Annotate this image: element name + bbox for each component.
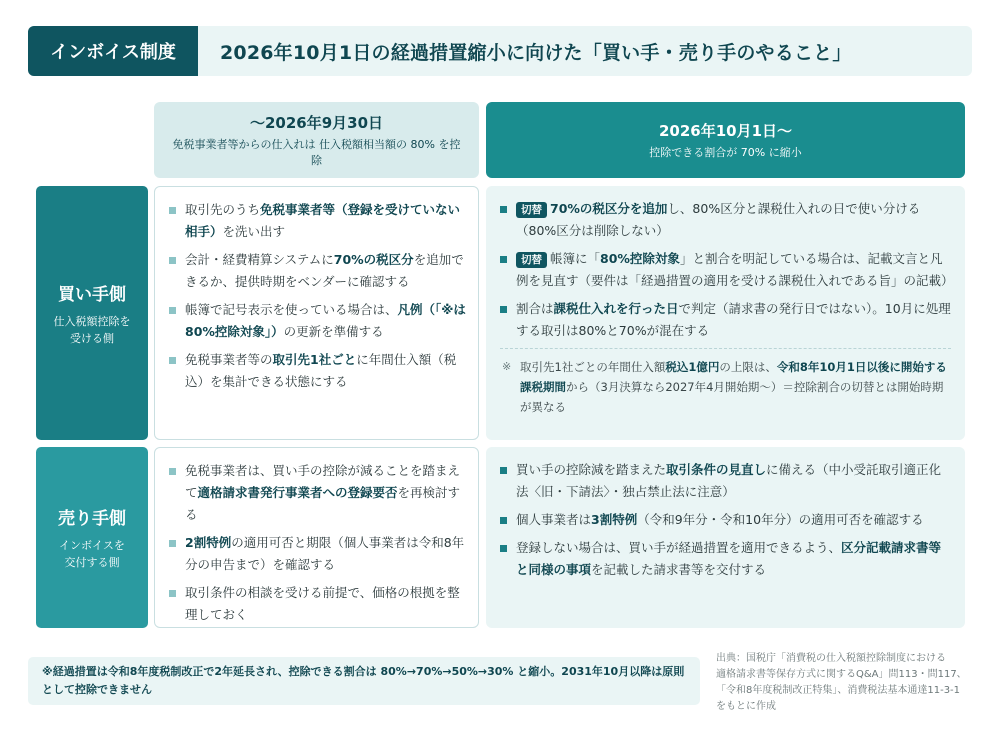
annotation-note: ※ 取引先1社ごとの年間仕入額税込1億円の上限は、令和8年10月1日以後に開始する課税期間から（3月決算なら2027年4月開始期〜）＝控除割合の切替とは開始時期が異なる: [486, 349, 965, 417]
list-item: 切替 帳簿に「80%控除対象」と割合を明記している場合は、記載文言と凡例を見直す（要件は「経過措置の適用を受ける課税仕入れである旨」の記載）: [500, 248, 951, 292]
page-title: 2026年10月1日の経過措置縮小に向けた「買い手・売り手のやること」: [220, 41, 852, 64]
column-subtitle-before: 免税事業者等からの仕入れは 仕入税額相当額の 80% を控除: [172, 137, 461, 167]
list-item: 個人事業者は3割特例（令和9年分・令和10年分）の適用可否を確認する: [500, 509, 951, 531]
cell-seller-before: [154, 447, 479, 628]
source-line: をもとに作成: [716, 701, 776, 712]
row-subtitle-buyer-2: 受ける側: [70, 331, 114, 345]
list-item: 取引先のうち免税事業者等（登録を受けていない相手）を洗い出す: [169, 199, 466, 243]
source-line: 出典：国税庁「消費税の仕入税額控除制度における: [716, 653, 946, 664]
list-item: 免税事業者は、買い手の控除が減ることを踏まえて適格請求書発行事業者への登録要否を再検討する: [169, 460, 466, 526]
cell-buyer-before: [154, 186, 479, 440]
source-citation: [716, 651, 976, 715]
column-title-before: 〜2026年9月30日: [249, 113, 384, 132]
row-title-buyer: 買い手側: [58, 284, 126, 305]
list-item: 登録しない場合は、買い手が経過措置を適用できるよう、区分記載請求書等と同様の事項を記載した請求書等を交付する: [500, 537, 951, 581]
row-label-seller: [36, 447, 148, 628]
cell-seller-after: [486, 447, 965, 628]
row-subtitle-buyer-1: 仕入税額控除を: [53, 314, 131, 328]
header-tag: インボイス制度: [28, 26, 198, 76]
cell-buyer-after: [486, 186, 965, 440]
list-item: 会計・経費精算システムに70%の税区分を追加できるか、提供時期をベンダーに確認する: [169, 249, 466, 293]
switch-badge: 切替: [516, 252, 547, 268]
source-line: 適格請求書等保存方式に関するQ&A」問113・問117、: [716, 669, 967, 680]
list-item: 切替 70%の税区分を追加し、80%区分と課税仕入れの日で使い分ける（80%区分は削除しない）: [500, 198, 951, 242]
header-bar: [28, 26, 972, 76]
list-item: 帳簿で記号表示を使っている場合は、凡例（「※は80%控除対象」）の更新を準備する: [169, 299, 466, 343]
note-mark: ※: [502, 360, 512, 373]
row-subtitle-seller-2: 交付する側: [64, 556, 120, 569]
source-line: 「令和8年度税制改正特集」、消費税法基本通達11-3-1: [716, 685, 961, 696]
list-item: 買い手の控除減を踏まえた取引条件の見直しに備える（中小受託取引適正化法〈旧・下請法〉・独占禁止法に注意）: [500, 459, 951, 503]
column-subtitle-after: 控除できる割合が 70% に縮小: [649, 145, 802, 159]
column-title-after: 2026年10月1日〜: [658, 121, 793, 140]
footer-note: ※経過措置は令和8年度税制改正で2年延長され、控除できる割合は 80%→70%→50%→30% と縮小。2031年10月以降は原則として控除できません: [28, 657, 700, 705]
row-subtitle-seller-1: インボイスを: [59, 539, 125, 552]
list-item: 免税事業者等の取引先1社ごとに年間仕入額（税込）を集計できる状態にする: [169, 349, 466, 393]
list-item: 割合は課税仕入れを行った日で判定（請求書の発行日ではない）。10月に処理する取引は80%と70%が混在する: [500, 298, 951, 342]
switch-badge: 切替: [516, 202, 547, 218]
list-item: 2割特例の適用可否と期限（個人事業者は令和8年分の申告まで）を確認する: [169, 532, 466, 576]
column-header-after: [486, 102, 965, 178]
column-header-before: [154, 102, 479, 178]
list-item: 取引条件の相談を受ける前提で、価格の根拠を整理しておく: [169, 582, 466, 626]
row-label-buyer: [36, 186, 148, 440]
row-title-seller: 売り手側: [58, 509, 126, 529]
